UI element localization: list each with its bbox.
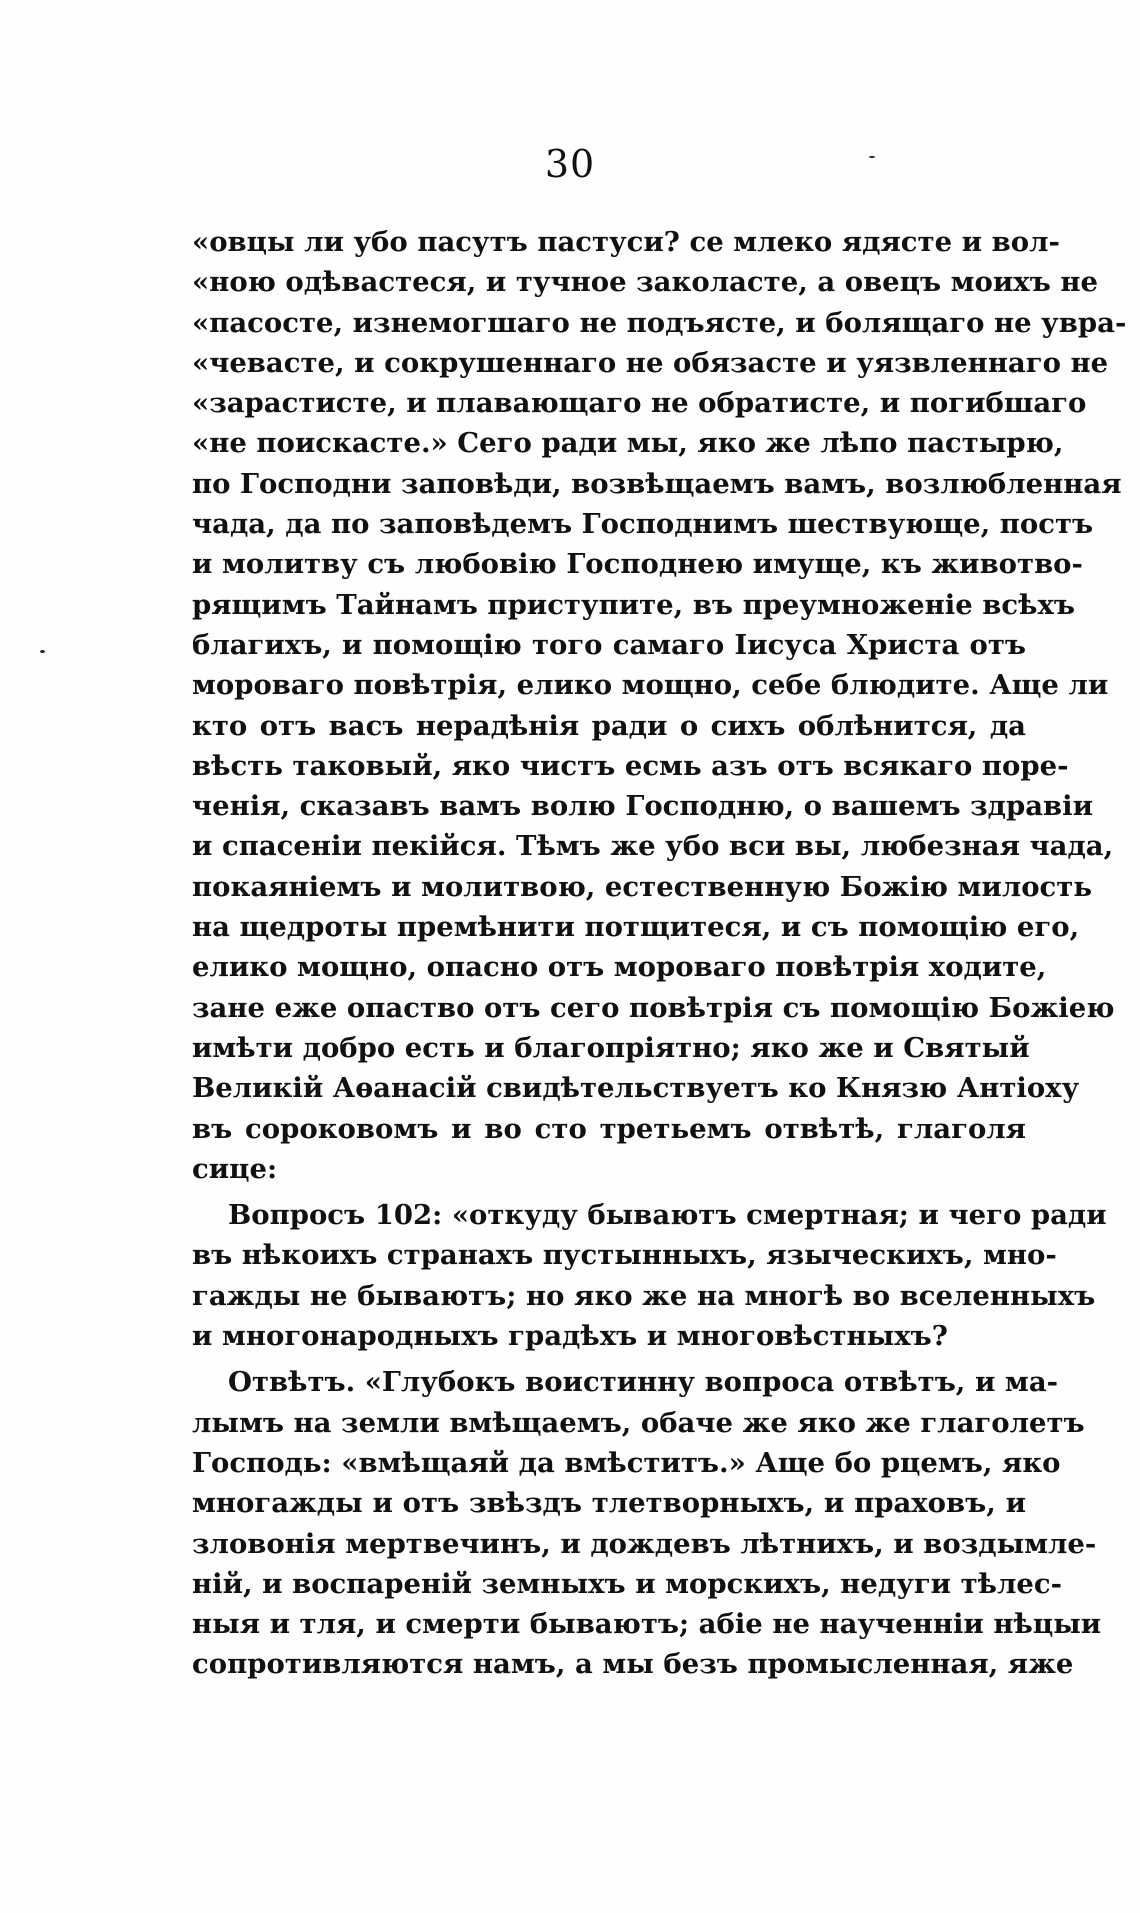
text-line: гажды не бываютъ; но яко же на многѣ во вселенныхъ	[192, 1279, 1096, 1312]
text-line: на щедроты премѣнити потщитеся, и съ помощію его,	[192, 911, 1080, 944]
text-line: рящимъ Тайнамъ приступите, въ преумноженіе всѣхъ	[192, 588, 1075, 621]
text-line: вѣсть таковый, яко чистъ есмь азъ отъ всякаго поре-	[192, 749, 1069, 782]
text-line: зловонія мертвечинъ, и дождевъ лѣтнихъ, и воздымле-	[192, 1527, 1097, 1560]
text-line: благихъ, и помощію того самаго Іисуса Христа отъ	[192, 628, 1026, 661]
text-line: «не поискасте.» Сего ради мы, яко же лѣпо пастырю,	[192, 427, 1064, 460]
ink-speck	[869, 156, 875, 158]
text-line: мороваго повѣтрія, елико мощно, себе блюдите. Аще ли	[192, 669, 1109, 702]
body-text	[192, 222, 1127, 1685]
text-line: «овцы ли убо пасутъ пастуси? се млеко ядясте и вол-	[192, 226, 1060, 258]
text-line: и спасеніи пекійся. Тѣмъ же убо вси вы, любезная чада,	[192, 830, 1114, 863]
text-line: въ сороковомъ и во сто третьемъ отвѣтѣ, глаголя	[192, 1112, 1026, 1145]
ink-speck	[40, 650, 45, 653]
page-number: 30	[544, 142, 596, 186]
text-line: покаяніемъ и молитвою, естественную Божію милость	[192, 870, 1093, 903]
paragraph-question	[192, 1195, 1107, 1356]
text-line: чада, да по заповѣдемъ Господнимъ шествующе, постъ	[192, 508, 1094, 541]
text-line: сице:	[192, 1152, 278, 1185]
text-line: сопротивляются намъ, а мы безъ промысленная, яже	[192, 1648, 1074, 1681]
text-line: зане еже опаство отъ сего повѣтрія съ помощію Божіею	[192, 991, 1115, 1024]
text-line: многажды и отъ звѣздъ тлетворныхъ, и праховъ, и	[192, 1487, 1026, 1520]
text-line: елико мощно, опасно отъ мороваго повѣтрія ходите,	[192, 951, 1047, 984]
text-line: «ною одѣвастеся, и тучное заколасте, а овецъ моихъ не	[192, 266, 1098, 299]
text-line: «зарастисте, и плавающаго не обратисте, и погибшаго	[192, 387, 1087, 420]
text-line: ныя и тля, и смерти бываютъ; абіе не наученніи нѣцыи	[192, 1608, 1102, 1641]
text-line: кто отъ васъ нерадѣнія ради о сихъ облѣнится, да	[192, 709, 1026, 742]
text-line: имѣти добро есть и благопріятно; яко же и Святый	[192, 1031, 1030, 1064]
paragraph-1	[192, 222, 1127, 1189]
paragraph-answer	[192, 1362, 1102, 1684]
text-line: Господь: «вмѣщаяй да вмѣститъ.» Аще бо рцемъ, яко	[192, 1446, 1061, 1479]
text-line: «чевасте, и сокрушеннаго не обязасте и уязвленнаго не	[192, 346, 1109, 379]
text-line: ченія, сказавъ вамъ волю Господню, о вашемъ здравіи	[192, 790, 1094, 823]
text-line: въ нѣкоихъ странахъ пустынныхъ, языческихъ, мно-	[192, 1239, 1057, 1272]
text-line: Отвѣтъ. «Глубокъ воистинну вопроса отвѣтъ, и ма-	[228, 1366, 1059, 1399]
text-line: ній, и воспареній земныхъ и морскихъ, недуги тѣлес-	[192, 1567, 1063, 1600]
text-line: по Господни заповѣди, возвѣщаемъ вамъ, возлюбленная	[192, 467, 1122, 500]
text-line: «пасосте, изнемогшаго не подъясте, и болящаго не увра-	[192, 306, 1127, 339]
text-line: лымъ на земли вмѣщаемъ, обаче же яко же глаголетъ	[192, 1406, 1085, 1439]
text-line: и молитву съ любовію Господнею имуще, къ животво-	[192, 548, 1083, 581]
text-line: Вопросъ 102: «откуду бываютъ смертная; и чего ради	[228, 1199, 1107, 1232]
text-line: Великій Аѳанасій свидѣтельствуетъ ко Князю Антіоху	[192, 1072, 1080, 1105]
text-line: и многонародныхъ градѣхъ и многовѣстныхъ?	[192, 1320, 948, 1353]
